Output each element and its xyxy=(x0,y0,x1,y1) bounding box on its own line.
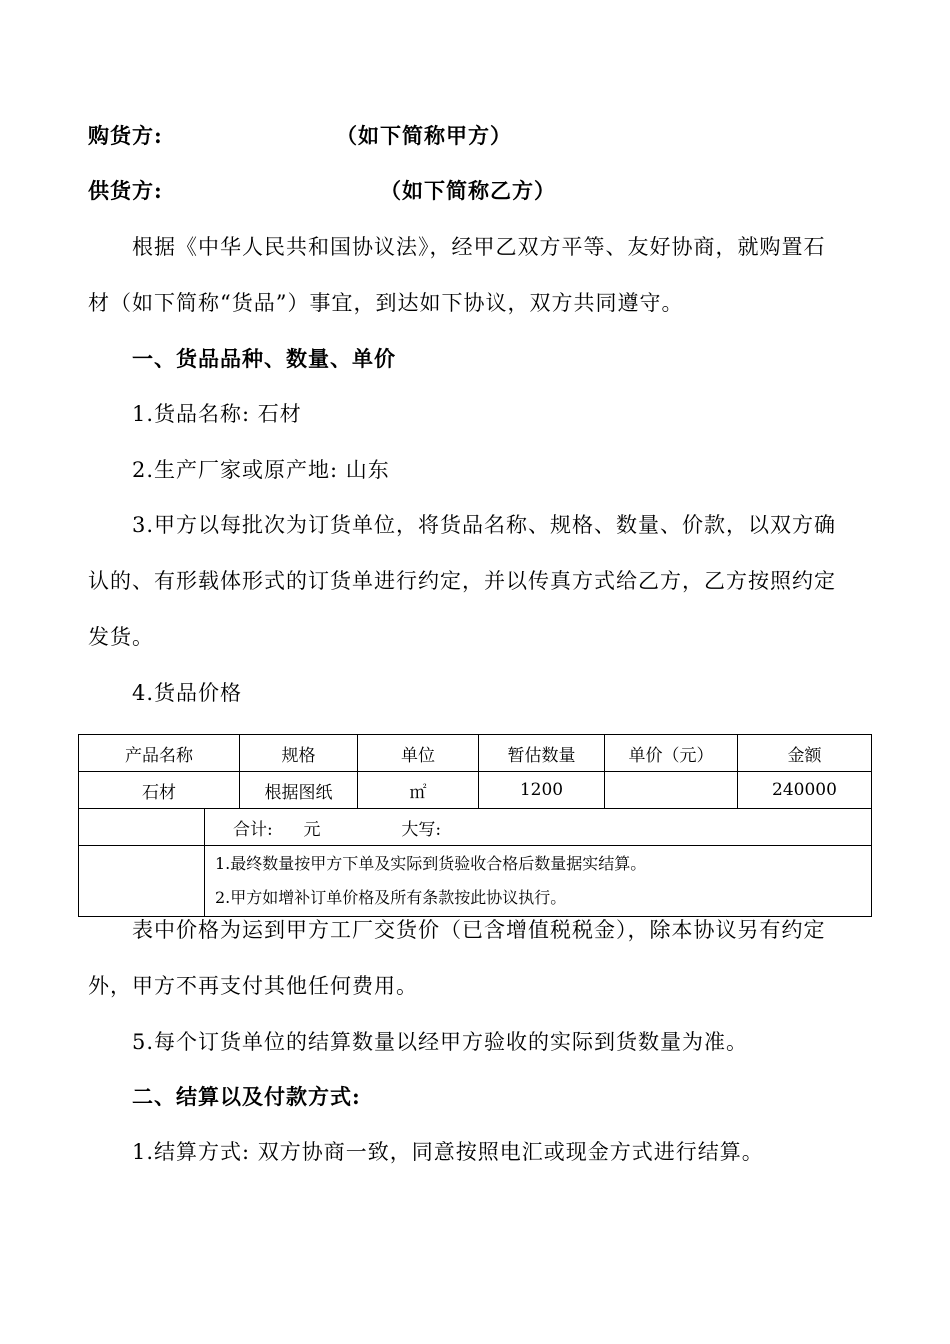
total-unit: 元 xyxy=(303,819,321,840)
header-quantity: 暂估数量 xyxy=(479,735,605,772)
total-row xyxy=(79,809,872,846)
cell-unit: ㎡ xyxy=(358,772,479,809)
section-1-item-5: 5.每个订货单位的结算数量以经甲方验收的实际到货数量为准。 xyxy=(132,1030,749,1054)
notes-cell xyxy=(205,846,872,917)
section-1-item-3-line-1: 3.甲方以每批次为订货单位，将货品名称、规格、数量、价款，以双方确 xyxy=(132,513,837,537)
header-spec: 规格 xyxy=(240,735,358,772)
total-blank-cell xyxy=(79,809,205,846)
supplier-note: （如下简称乙方） xyxy=(380,178,556,203)
section-2-item-1: 1.结算方式: 双方协商一致，同意按照电汇或现金方式进行结算。 xyxy=(132,1140,764,1164)
header-unit: 单位 xyxy=(358,735,479,772)
price-note-line-1: 表中价格为运到甲方工厂交货价（已含增值税税金），除本协议另有约定 xyxy=(132,918,826,942)
notes-row xyxy=(79,846,872,917)
total-label: 合计: xyxy=(233,819,273,840)
table-note-2: 2.甲方如增补订单价格及所有条款按此协议执行。 xyxy=(215,888,567,907)
section-1-heading: 一、货品品种、数量、单价 xyxy=(132,346,396,371)
cell-product-name: 石材 xyxy=(79,772,240,809)
header-product-name: 产品名称 xyxy=(79,735,240,772)
cell-unit-price xyxy=(605,772,738,809)
table-row xyxy=(79,772,872,809)
total-caps-label: 大写: xyxy=(401,819,442,840)
intro-line-1: 根据《中华人民共和国协议法》，经甲乙双方平等、友好协商，就购置石 xyxy=(132,235,826,259)
section-1-item-1: 1.货品名称: 石材 xyxy=(132,402,302,426)
notes-blank-cell xyxy=(79,846,205,917)
intro-line-2: 材（如下简称“货品”）事宜，到达如下协议，双方共同遵守。 xyxy=(88,291,684,315)
cell-amount: 240000 xyxy=(738,772,872,809)
price-note-line-2: 外，甲方不再支付其他任何费用。 xyxy=(88,974,418,998)
section-2-heading: 二、结算以及付款方式: xyxy=(132,1084,361,1109)
header-unit-price: 单价（元） xyxy=(605,735,738,772)
section-1-item-3-line-2: 认的、有形载体形式的订货单进行约定，并以传真方式给乙方，乙方按照约定 xyxy=(88,569,836,593)
section-1-item-3-line-3: 发货。 xyxy=(88,625,154,649)
total-cell xyxy=(205,809,872,846)
header-amount: 金额 xyxy=(738,735,872,772)
supplier-label: 供货方: xyxy=(88,178,163,203)
section-1-item-2: 2.生产厂家或原产地: 山东 xyxy=(132,458,390,482)
buyer-note: （如下简称甲方） xyxy=(336,123,512,148)
price-table xyxy=(78,734,872,917)
buyer-label: 购货方: xyxy=(88,123,163,148)
section-1-item-4: 4.货品价格 xyxy=(132,681,243,705)
cell-spec: 根据图纸 xyxy=(240,772,358,809)
cell-quantity: 1200 xyxy=(479,772,605,809)
table-header-row xyxy=(79,735,872,772)
table-note-1: 1.最终数量按甲方下单及实际到货验收合格后数量据实结算。 xyxy=(215,854,647,873)
